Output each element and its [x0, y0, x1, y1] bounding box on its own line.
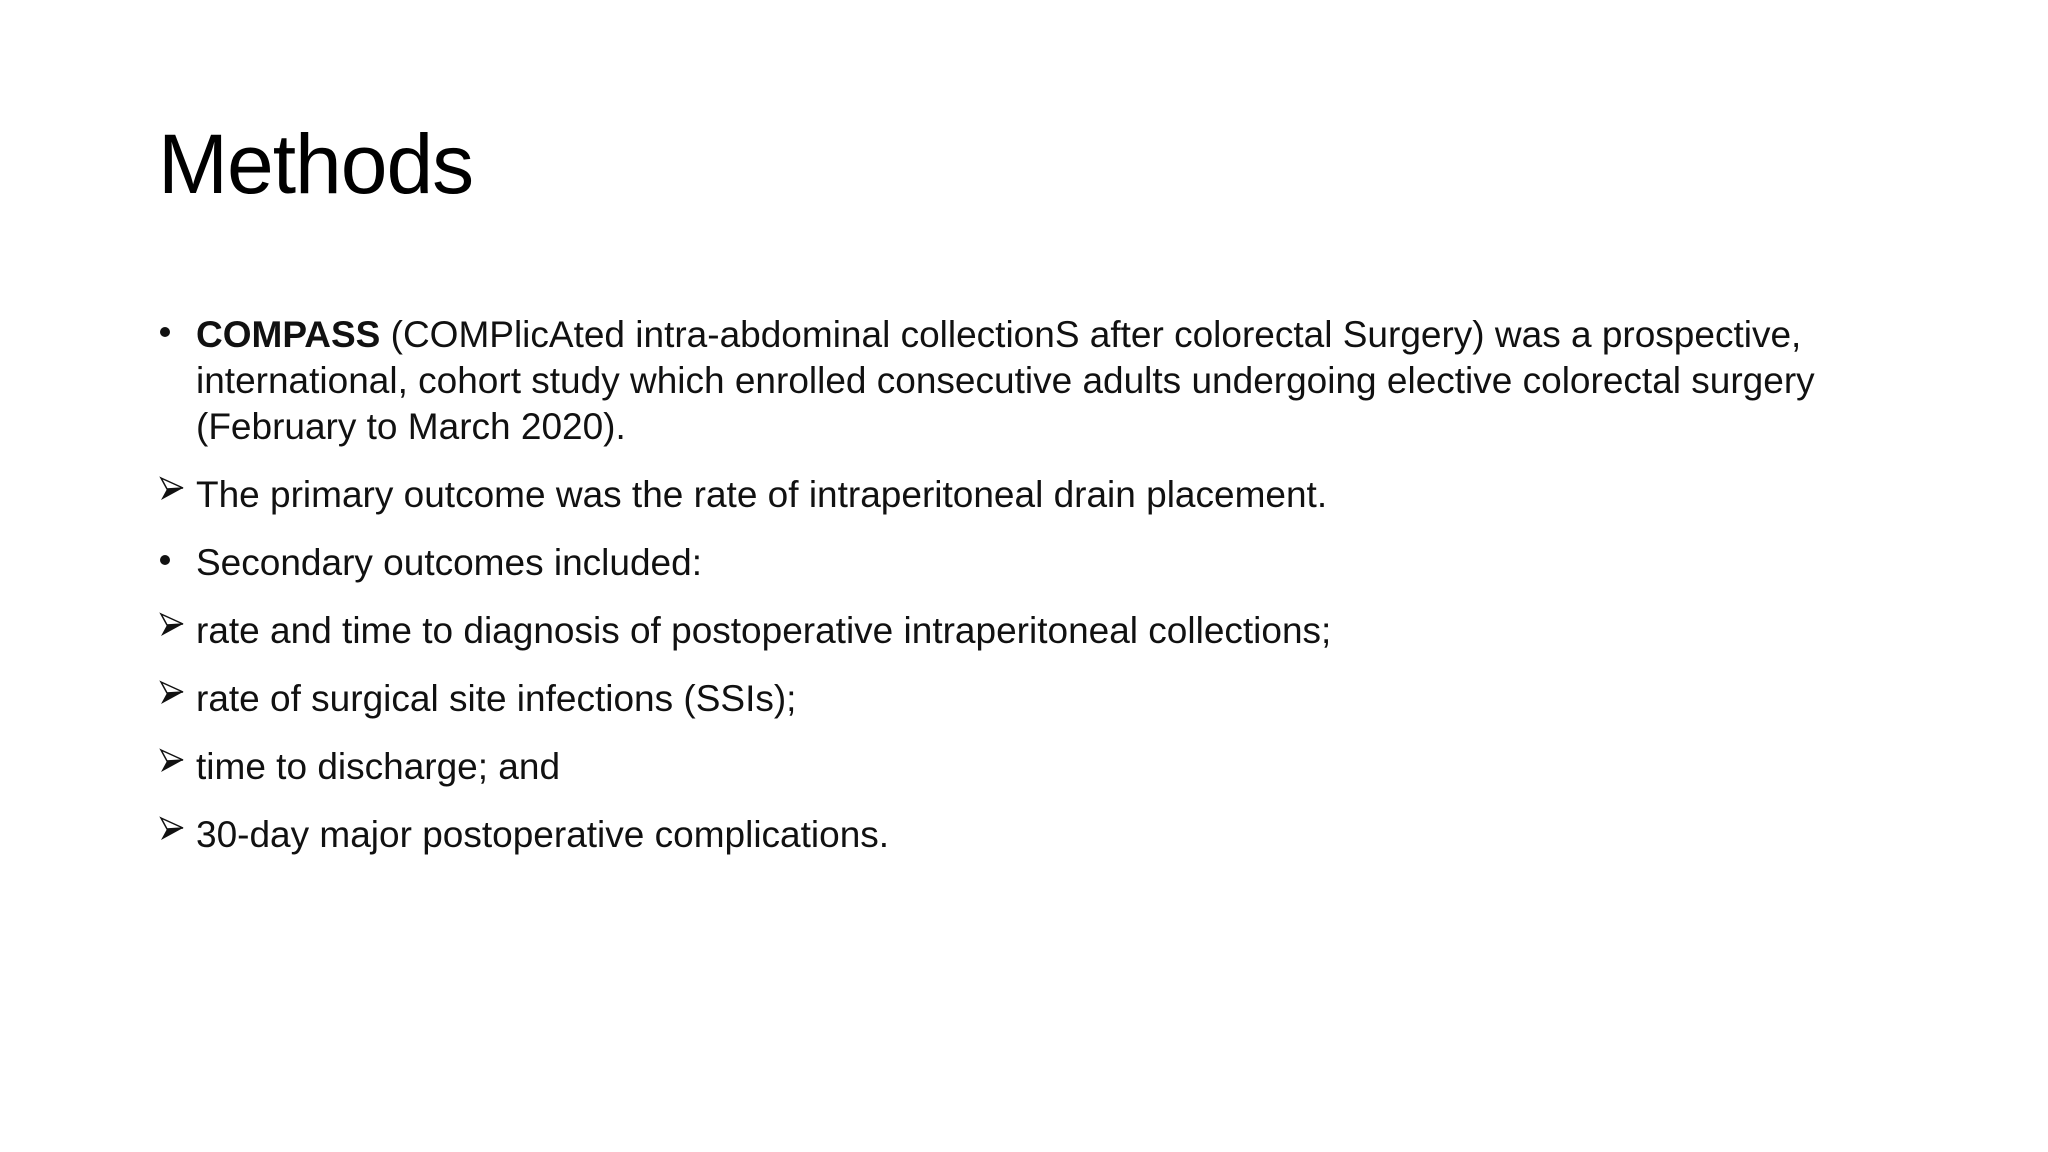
- list-item-text: The primary outcome was the rate of intraperitoneal drain placement.: [196, 474, 1328, 515]
- slide-title: Methods: [158, 117, 474, 211]
- list-item-text: rate and time to diagnosis of postoperative intraperitoneal collections;: [196, 610, 1332, 651]
- bullet-list: [158, 312, 1918, 880]
- list-item-text: rate of surgical site infections (SSIs);: [196, 678, 797, 719]
- list-item-secondary-outcomes: [158, 540, 1918, 586]
- list-item-discharge: [158, 744, 1918, 790]
- list-item-ssi: [158, 676, 1918, 722]
- arrowhead-bullet-icon: [158, 608, 190, 654]
- arrowhead-bullet-icon: [158, 676, 190, 722]
- bullet-dot-icon: [158, 540, 190, 586]
- arrowhead-bullet-icon: [158, 472, 190, 518]
- list-item-text: 30-day major postoperative complications.: [196, 814, 890, 855]
- list-item-collections: [158, 608, 1918, 654]
- list-item-text: time to discharge; and: [196, 746, 561, 787]
- study-acronym: COMPASS: [196, 314, 381, 355]
- list-item-complications: [158, 812, 1918, 858]
- list-item-compass: [158, 312, 1918, 450]
- arrowhead-bullet-icon: [158, 812, 190, 858]
- list-item-text: (COMPlicAted intra-abdominal collectionS after colorectal Surgery) was a prospective, international, cohort study which enrolled consecutive adults undergoing elective colorectal surgery (February to March 2020).: [196, 314, 1815, 447]
- list-item-primary-outcome: [158, 472, 1918, 518]
- bullet-dot-icon: [158, 312, 190, 358]
- arrowhead-bullet-icon: [158, 744, 190, 790]
- list-item-text: Secondary outcomes included:: [196, 542, 702, 583]
